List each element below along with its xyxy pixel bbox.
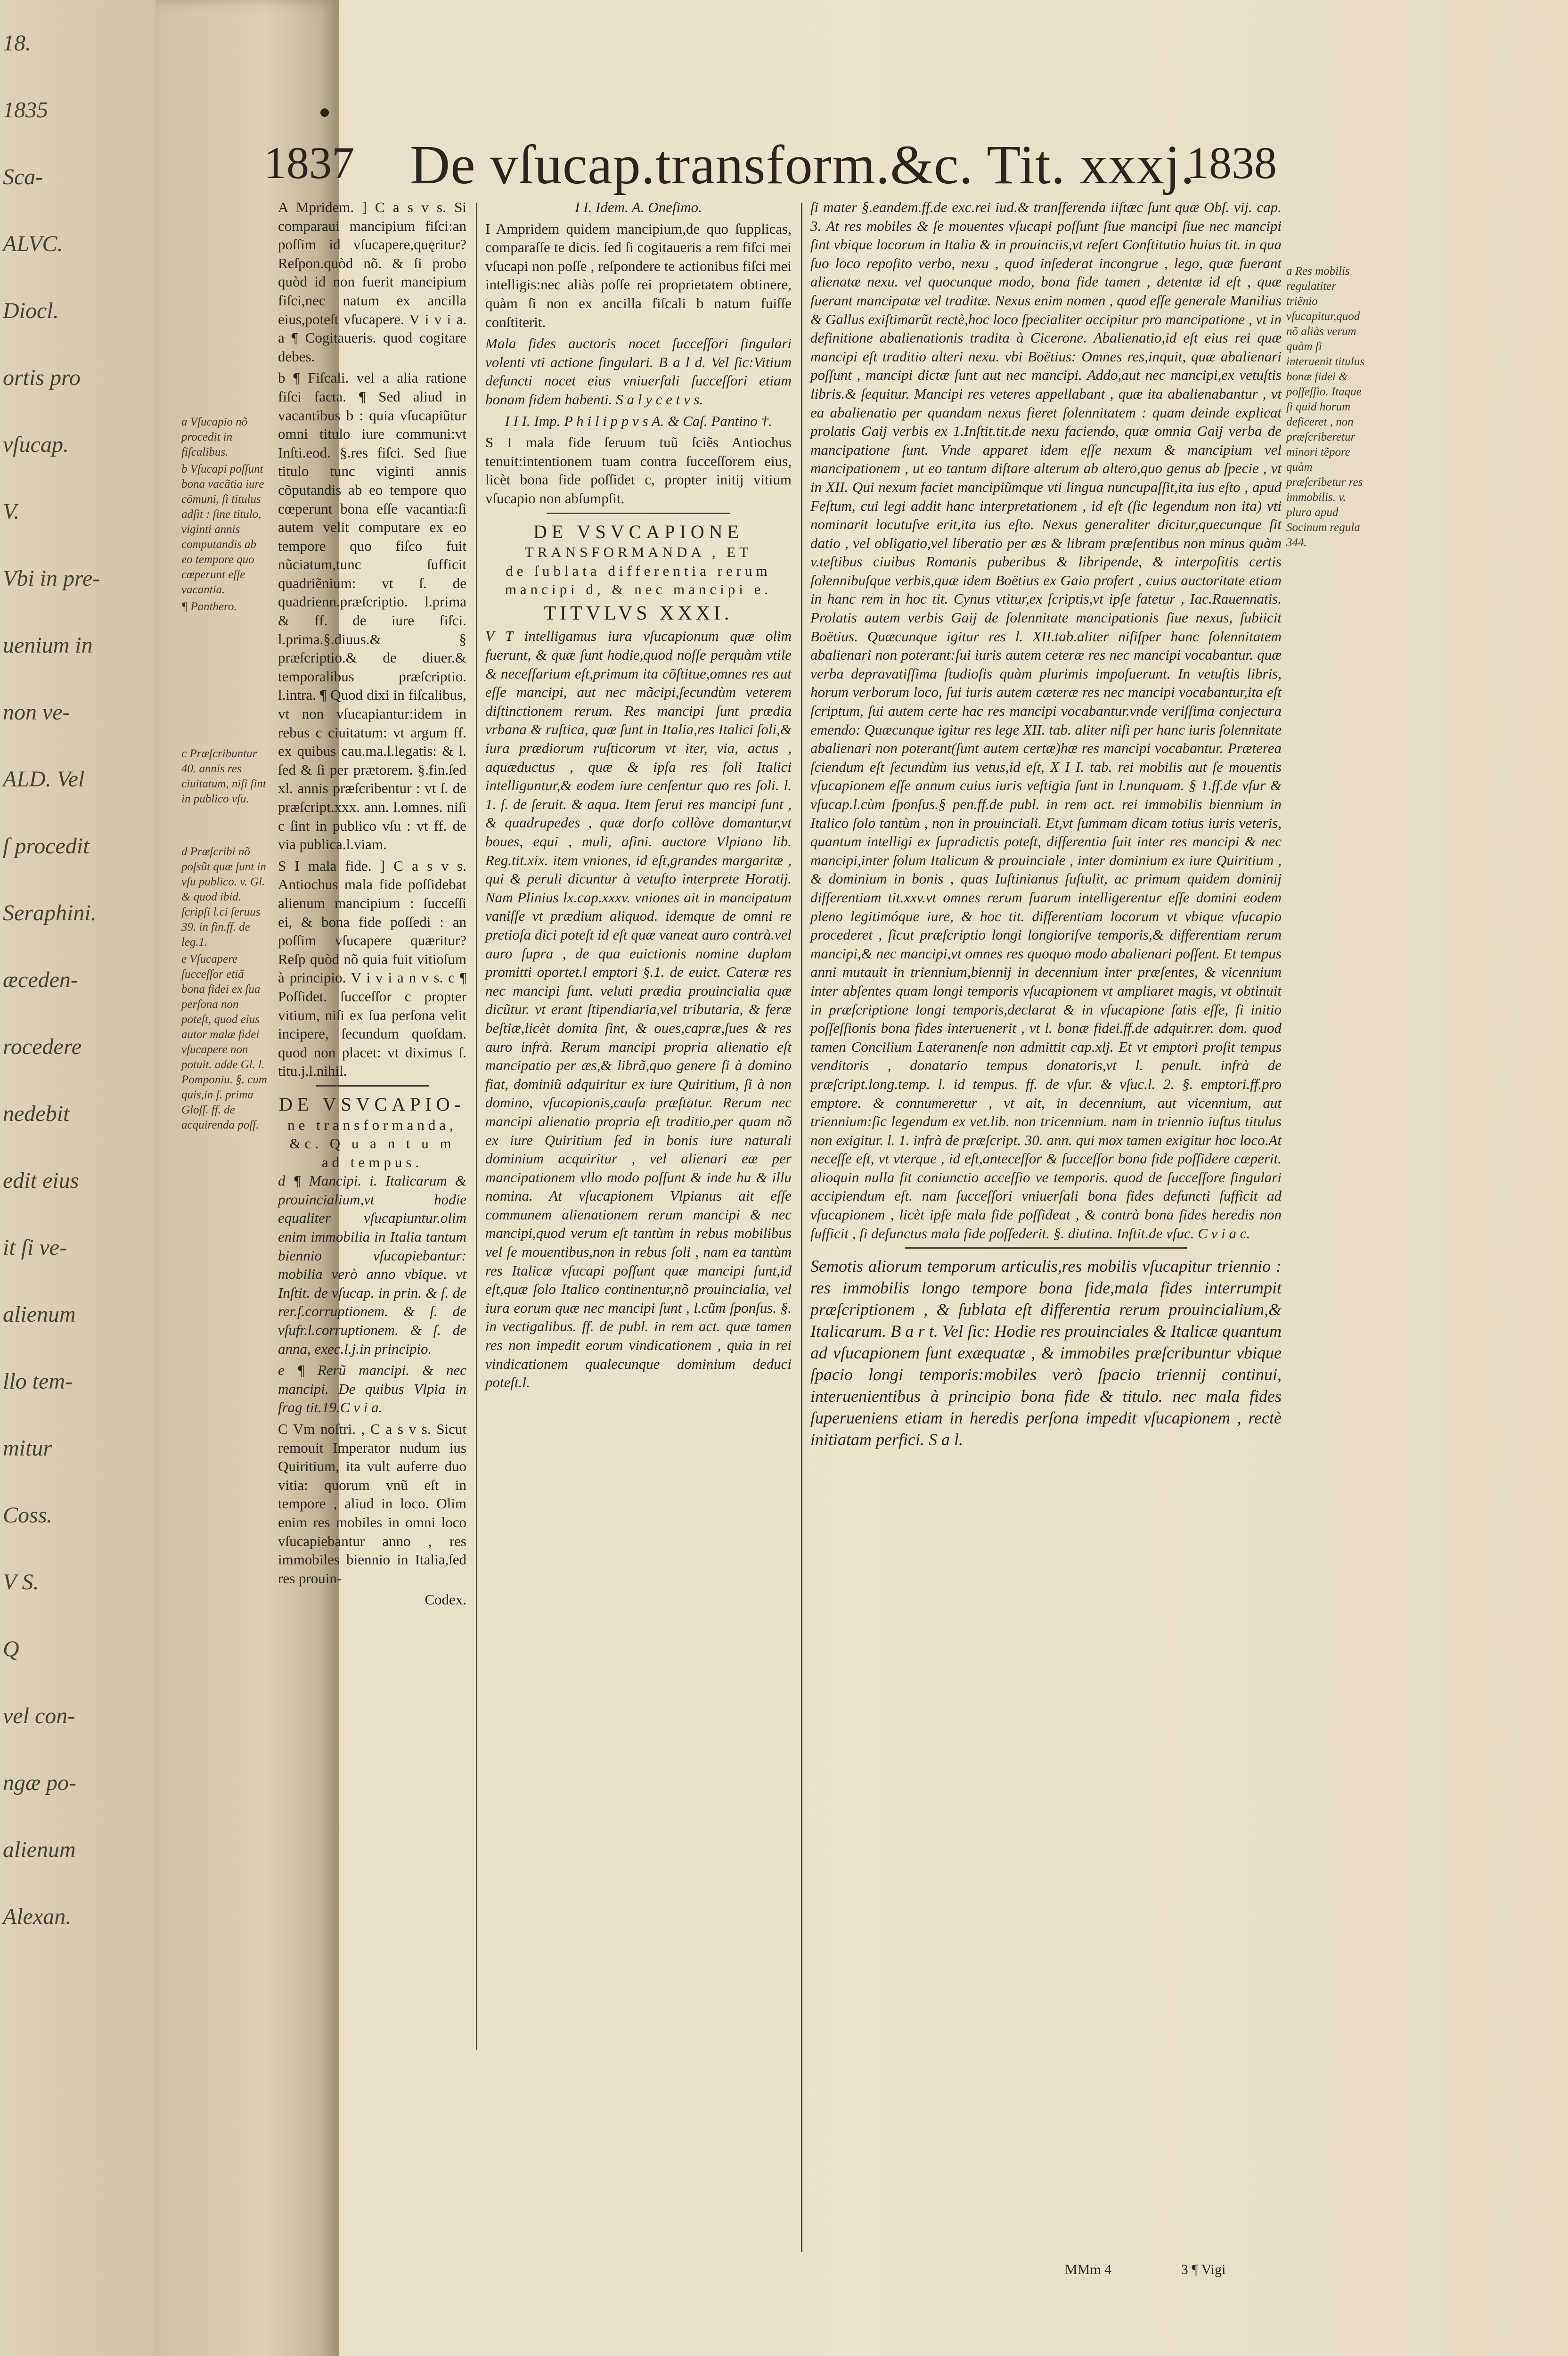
previous-page-fragment: alienum — [3, 1837, 76, 1862]
right-column-number: 1838 — [1186, 138, 1277, 188]
commentary-column-right — [810, 198, 1282, 1453]
previous-page-fragment: Q — [3, 1636, 19, 1661]
previous-page-fragment: rocedere — [3, 1034, 82, 1059]
previous-page-fragment: ngæ po- — [3, 1770, 76, 1795]
previous-page-fragment: Sca- — [3, 164, 43, 189]
previous-page-fragment: mitur — [3, 1436, 52, 1461]
previous-page-fragment: Vbi in pre- — [3, 566, 100, 591]
previous-page-fragment: 1835 — [3, 98, 48, 123]
margin-note: b Vſucapi poſſunt bona vacãtia iure cõmuni, ſi titulus adſit : ſine titulo, viginti annis computandis ab eo tempore quo cœperunt eſſe vacantia. — [181, 463, 264, 596]
previous-page-fragment: Coss. — [3, 1503, 53, 1528]
previous-page-fragment: Diocl. — [3, 298, 59, 323]
title-subheading: TRANSFORMANDA , ET — [524, 544, 752, 561]
section-rule — [905, 1247, 1187, 1249]
previous-page-fragment: ortis pro — [3, 365, 81, 390]
left-column-number: 1837 — [264, 138, 354, 188]
signature-mark: MMm 4 — [1065, 2262, 1112, 2277]
gloss-column-left — [278, 198, 466, 1612]
margin-note: d Præſcribi nõ poſsũt quæ ſunt in vſu publico. v. Gl. & quod ibid. ſcripſi l.ci ſeruus 39. in fin.ff. de leg.1. — [181, 845, 266, 949]
margin-note: a Vſucapio nõ procedit in fiſcalibus. — [181, 416, 248, 458]
lex-title: I I I. Imp. P h i l i p p v s A. & Caſ. Pantino †. — [505, 412, 772, 429]
section-subheading: &c. Q u a n t u m — [289, 1135, 455, 1152]
gloss-paragraph: C Vm noſtri. , C a s v s. Sicut remouit Imperator nudum ius Quiritium, ita vult auferre duo vitia: quorum vnũ eſt in tempore , aliud in loco. Olim enim res mobiles in omni loco vſucapiebantur anno , res immobiles biennio in Italia,ſed res prouin- — [278, 1421, 466, 1587]
previous-page-fragment: V. — [3, 499, 20, 524]
section-rule — [547, 513, 730, 514]
previous-page-fragment: vſucap. — [3, 432, 69, 457]
title-heading: DE VSVCAPIONE — [533, 521, 743, 542]
previous-page-fragment: æceden- — [3, 967, 78, 992]
right-margin-notes — [1286, 264, 1366, 552]
titulus-heading: TITVLVS XXXI. — [544, 602, 733, 624]
section-subheading: ne transformanda, — [287, 1116, 457, 1133]
gloss-paragraph: A Mpridem. ] C a s v s. Si comparaui mancipium fiſci:an poſſim id vſucapere,quęritur?Reſpon.quòd nõ. & ſi probo quòd id non fuerit mancipium fiſci,nec natum ex ancilla eius,poteſt vſucapere. V i v i a. a ¶ Cogitaueris. quod cogitare debes. — [278, 199, 466, 365]
summary-note: Mala fides auctoris nocet ſucceſſori ſingulari volenti vti actione ſingulari. B a l d. Vel ſic:Vitium defuncti nocet eius vniuerſali ſucceſſori etiam bonam fidem habenti. S a l y c e t v s. — [485, 335, 792, 408]
previous-page-fragment: vel con- — [3, 1703, 75, 1728]
previous-page-fragment: ALD. Vel — [3, 767, 85, 792]
title-subheading: mancipi d, & nec mancipi e. — [505, 581, 772, 598]
previous-page-fragment: llo tem- — [3, 1369, 73, 1394]
catchword: Codex. — [425, 1591, 466, 1608]
gloss-paragraph: d ¶ Mancipi. i. Italicarum & prouincialium,vt hodie equaliter vſucapiuntur.olim enim immobilia in Italia tantum biennio vſucapiebantur: mobilia verò anno vbique. vt Inſtit. de vſucap. in prin. & ſ. de rer.ſ.corruptionem. & ſ. de vſufr.l.corruptionem. & ſ. de anna, exec.l.j.in principio. — [278, 1172, 466, 1357]
page-footer — [1065, 2262, 1300, 2278]
previous-page-fragment: V S. — [3, 1570, 39, 1595]
section-rule — [316, 1085, 429, 1087]
catchword: 3 ¶ Vigi — [1181, 2262, 1226, 2277]
commentary-text: ſi mater §.eandem.ff.de exc.rei iud.& tranſferenda iiſtæc ſunt quæ Obſ. vij. cap. 3. At res mobiles & ſe mouentes vſucapi poſſunt ſiue mancipi ſiue nec mancipi ſint vbique locorum in Italia & in prouinciis,vt refert Conſtitutio huius tit. in qua ſuo loco repoſito verbo, nexu , quod inſederat incongrue , lego, quæ fuerant alienatæ nexu. vel quocunque modo, bona fide tamen , detentæ id eſt , quæ fuerant mancipatæ vel traditæ. Nexus enim nomen , quod eſſe generale Manilius & Gallus exiſtimarũt rectè,hoc loco ſpecialiter accipitur pro mancipatione , vt in definitione abalienationis tradita à Cicerone. Abalienatio,id eſt eius rei quæ mancipi eſt traditio alteri nexu. vbi Boëtius: Omnes res,inquit, quæ abalienari poſſunt , mancipi dictæ ſunt aut nec mancipi. Addo,aut nec mancipi,ex vetuſtis libris.& ſequitur. Mancipi res veteres appellabant , quæ ita abalienabantur , vt ea abalienatio per quandam nexus fieret ſolennitatem : quam deinde explicat prolatis Gaij verbis ex 1.Inſtit.tit.de nexu faciendo, quæ omnia Gaij verba de mancipatione ſunt. Vnde apparet idem eſſe nexum & mancipium vel mancipationem , ut eo tantum diſtare alterum ab altero,quo genus ab ſpecie , vt in XII. Qui nexum faciet mancipiũmque vti lingua nuncupaſſit,ita ius eſto , apud Feſtum, cui legi addit hanc interpretationem , id eſt (ſic legendum non ita) vti nominarit locutuſve erit,ita ius eſto. Nexus generaliter dicitur,quecunque ſit datio , vel obligatio,vel liberatio per æs & libram præſentibus non minus quàm v.teſtibus ciuibus Romanis puberibus & libripende, & interpoſitis certis ſolennibuſque verbis,quæ idem Boëtius ex Gaio profert , cuius auctoritate etiam in hanc rem in hoc tit. Cynus vtitur,ex ſcriptis,vt ipſe fatetur , Iac.Rauennatis. Prolatis autem verbis Gaij de ſolennitate mancipationis ſiue nexus, ſubiicit Boëtius. Quæcunque igitur res l. XII.tab.aliter niſiſper hanc ſolennitatem abalienari non poterant:ſui iuris autem ceteræ res nec mancipi vocabantur. quæ verba depravatiſſima ſtudioſis quàm plurimis impoſuerunt. In vetuſtis libris, horum verborum loco, ſui iuris autem cæteræ res nec mancipi vocabantur,ita eſt ſcriptum, ſui autem certe hac res mancipi vocabantur.vnde veriſſima conjectura emendo: Quæcunque igitur res lege XII. tab. aliter niſi per hanc iuris ſolennitate abalienari non poterant(ſunt autem certæ)hæ res mancipi vocabantur. Præterea ſciendum eſt ſecundùm ius vetus,id eſt, X I I. tab. rei mobilis aut ſe mouentis vſucapionem eſſe annum cuius iuris veſtigia ſunt in l.nunquam. § 1.ff.de vſur & vſucap.l.cùm ſponſus.§ pen.ff.de publ. in rem act. rei immobilis biennium in Italico ſolo tantùm , non in prouinciali. Et,vt ſummam dicam totius iuris veteris, quantum intelligi ex ſupradictis poteſt, differentia fuit inter res mancipi & nec mancipi,inter ſolum Italicum & prouinciale , inter dominium ex iure Quiritium , & dominium in bonis , quas Iuſtinianus ſuſtulit, ac primum quidem dominij differentiam tit.xxv.vt omnes rerum ſuarum intelligerentur eſſe domini eodem pleno legitimóque iure, & hoc tit. differentiam locorum vt vbique vſucapio procederet , ſicut præſcriptio longi longioriſve temporis,& differentiam rerum mancipi,& nec mancipi,vt omnes res quoquo modo abalienari poſſent. Et tempus anni mutauit in triennium,biennij in decennium inter præſentes, & vicennium inter abſentes quam longi temporis vſucapionem vt ampliaret magis, vt obtinuit in præſcriptione longi temporis,declarat & in vſucapione ſatis eſſe, ſi initio poſſeſſionis bona fides interuenerit , vt l. bonæ fidei.ff.de adquir.rer. dom. quod tamen Concilium Lateranenſe non admittit cap.xlj. Et vt emptori proſit tempus venditoris , donatario tempus donatoris,vt l. penult. infrà de præſcript.long.temp. l. id tempus. ff. de vſur. & vſuc.l. 2. §. emptori.ff.pro emptore. & connumeretur , vt ait, in decennium, aut vicennium, aut triennium:ſic legendum ex vet.lib. non tricennium. nam in triennio iuſtus titulus non exigitur. l. 1. infrà de præſcript. 30. ann. qui mox tamen exigitur hoc loco.At neceſſe eſt, vt vterque , id eſt,anteceſſor & ſucceſſor bona fide poſſidere cæperit. alioquin nulla ſit coniunctio acceſſio ve temporis. quod de ſucceſſore ſingulari accipiendum eſt. nam ſucceſſori vniuerſali bona fides defuncti ſufficit ad vſucapionem , licèt ipſe mala fide poſſideat , & contrà bona fides heredis non ſufficit , ſi defunctus mala fide poſſederit. §. diutina. Inſtit.de vſuc. C v i a c. — [810, 199, 1282, 1242]
previous-page-fragment: Seraphini. — [3, 900, 97, 925]
section-heading: DE VSVCAPIO- — [279, 1093, 466, 1115]
main-text-column — [485, 198, 792, 1395]
summary-paragraph: Semotis aliorum temporum articulis,res mobilis vſucapitur triennio : res immobilis longo tempore bona fide,mala fides interrumpit præſcriptionem , & ſublata eſt differentia rerum prouincialium,& Italicarum. B a r t. Vel ſic: Hodie res prouinciales & Italicæ quantum ad vſucapionem ſunt exæquatæ , & immobiles præſcribuntur vbique ſpacio longi temporis:mobiles verò ſpacio triennij continui, interuenientibus à principio bona fide & titulo. nec mala fides ſuperueniens etiam in heredis perſona impedit vſucapionem , rectè initiatam perfici. S a l. — [810, 1257, 1282, 1449]
lex-text: I Ampridem quidem mancipium,de quo ſupplicas, comparaſſe te dicis. ſed ſi cogitaueris a rem fiſci mei vſucapi non poſſe , reſpondere te actionibus fiſci mei intelligis:nec aliàs poſſe rei proprietatem obtinere, quàm ſi non ex ancilla fiſcali b natum fuiſſe conſtiterit. — [485, 220, 792, 330]
margin-note: ¶ Panthero. — [181, 600, 237, 613]
previous-page-edge — [0, 0, 155, 2356]
previous-page-fragment: nedebit — [3, 1101, 70, 1126]
ornament-dot — [320, 108, 329, 117]
section-subheading: ad tempus. — [321, 1153, 423, 1170]
title-subheading: de ſublata differentia rerum — [506, 562, 771, 579]
margin-note: c Præſcribuntur 40. annis res ciuitatum, niſi ſint in publico vſu. — [181, 747, 266, 805]
lex-text: S I mala fide ſeruum tuũ ſciẽs Antiochus tenuit:intentionem tuam contra ſucceſſorem eius, licèt bona fide poſſidet c, propter initij vitium vſucapio non abſumpſit. — [485, 434, 792, 507]
previous-page-fragment: uenium in — [3, 633, 93, 658]
previous-page-fragment: ALVC. — [3, 231, 63, 256]
column-divider-1 — [476, 203, 477, 2050]
previous-page-fragment: 18. — [3, 31, 31, 56]
running-title: De vſucap.transform.&c. Tit. xxxj. — [410, 134, 1195, 196]
previous-page-fragment: alienum — [3, 1302, 76, 1327]
margin-note: a Res mobilis regulatiter triẽnio vſucapitur,quod nõ aliàs verum quàm ſi interuenit titulus bonæ fidei & poſſeſſio. Itaque ſi quid horum deficeret , non præſcriberetur minori tẽpore quàm præſcribetur res immobilis. v. plura apud Socinum regula 344. — [1286, 265, 1364, 549]
column-divider-2 — [801, 203, 802, 2252]
gloss-paragraph: b ¶ Fiſcali. vel a alia ratione fiſci facta. ¶ Sed aliud in vacantibus b : quia vſucapiũtur omni titulo iure communi:vt Inſti.eod. §.res fiſci. Sed ſiue titulo tunc viginti annis cõputandis ab eo tempore quo cœperunt bona eſſe vacantia:ſi autem velit computare ex eo tempore quo fiſco fuit nũciatum,tunc ſufficit quadriẽnium: vt ſ. de quadrienn.præſcriptio. l.prima & ff. de iure fiſci. l.prima.§.diuus.& § præſcriptio.& de diuer.& temporalibus præſcriptio. l.intra. ¶ Quod dixi in fiſcalibus, vt non vſucapiantur:idem in rebus c ciuitatum: vt argum ff. ex quibus cau.ma.l.legatis: & l. ſed & ſi per prætorem. §.fin.ſed xl. annis præſcribentur : vt ſ. de præſcript.xxx. ann. l.omnes. niſi c ſint in publico vſu : vt ff. de via publica.l.viam. — [278, 369, 466, 853]
lex-title: I I. Idem. A. Oneſimo. — [575, 199, 702, 215]
previous-page-fragment: Alexan. — [3, 1904, 72, 1929]
commentary-text: V T intelligamus iura vſucapionum quæ olim fuerunt, & quæ ſunt hodie,quod noſſe perquàm vtile & neceſſarium eſt,primum ita cõſtitue,omnes res aut eſſe mancipi, aut nec mãcipi,ſecundùm veterem diſtinctionem rerum. Res mancipi ſunt prædia vrbana & ruſtica, quæ ſunt in Italia,res Italici ſoli,& iura prædiorum ruſticorum vt iter, via, actus , aquæductus , quæ & ipſa res ſoli Italici intelliguntur,& eodem iure cenſentur quo res ſoli. l. 1. ſ. de ſeruit. & aqua. Item ſerui res mancipi ſunt , & quadrupedes , quæ dorſo collòve domantur,vt boues, equi , muli, aſini. auctore Vlpiano lib. Reg.tit.xix. item vniones, id eſt,grandes margaritæ , qui & peruli dicuntur à vetuſto interprete Horatij. Nam Plinius lx.cap.xxxv. vniones ait in mancipatum vaniſſe vt prædium aliquod. idemque de omni re pretioſa dici poteſt id eſt quæ vaneat auro contrà.vel auro ſupra , de qua euictionis nomine duplam promitti oportet.l emptori §.1. de euict. Cateræ res nec mancipi ſunt. veluti prædia prouincialia quæ dicũtur. vt erant ſtipendiaria,vel tributaria, & feræ beſtiæ,licèt domita ſint, & oues,capræ,ſues & res auro infrà. Rerum mancipi propria alienatio eſt mancipatio per æs,& librã,quo genere ſi à domino fiat, dominiũ adquiritur ex iure Quiritium, ſi à non domino, vſucapionis,cauſa præſtatur. Rerum nec mancipi alienatio propria eſt traditio,per quam nõ ex iure Quiritium ſed in bonis iure naturali dominium acquiritur , vel alienari eæ per mancipationem vllo modo poſſunt & inde hu & illu nomina. At vſucapionem Vlpianus ait eſſe communem alienationem rerum mancipi & nec mancipi,quod verum eſt tantùm in rebus mobilibus vel ſe mouentibus,non in rebus ſoli , nam ea tantùm res Italicæ vſucapi poſſunt quæ mancipi ſunt,id eſt,quæ ſolo Italico continentur,nõ prouincialia, vel iura eorum quæ nec mancipi ſunt , l.cũm ſponſus. §. in vectigalibus. ff. de publ. in rem act. quæ tamen res non impedit eorum vindicationem , quia in rei vindicationem qualecunque dominium deduci poteſt.l. — [485, 628, 792, 1391]
previous-page-fragment: non ve- — [3, 700, 70, 725]
margin-note: e Vſucapere ſucceſſor etiã bona fidei ex ſua perſona non poteſt, quod eius autor malæ fidei vſucapere non potuit. adde Gl. l. Pomponiu. §. cum quis,in ſ. prima Gloſſ. ff. de acquirenda poſſ. — [181, 953, 267, 1131]
previous-page-fragment: edit eius — [3, 1168, 79, 1193]
previous-page-fragment: ſ procedit — [3, 834, 90, 859]
left-margin-notes — [181, 415, 269, 1135]
previous-page-fragment: it ſi ve- — [3, 1235, 67, 1260]
gloss-paragraph: e ¶ Rerũ mancipi. & nec mancipi. De quibus Vlpia in frag tit.19.C v i a. — [278, 1362, 466, 1416]
gloss-paragraph: S I mala fide. ] C a s v s. Antiochus mala fide poſſidebat alienum mancipium : ſucceſſi ei, & bona fide poſſedi : an poſſim vſucapere quæritur? Reſp quòd nõ quia fuit vitioſum à principio. V i v i a n v s. c ¶ Poſſidet. ſucceſſor c propter vitium, niſi ex ſua perſona velit incipere, ſecundum quoſdam. quod non placet: vt diximus ſ. titu.j.l.nihil. — [278, 857, 466, 1080]
page-header — [264, 134, 1277, 207]
